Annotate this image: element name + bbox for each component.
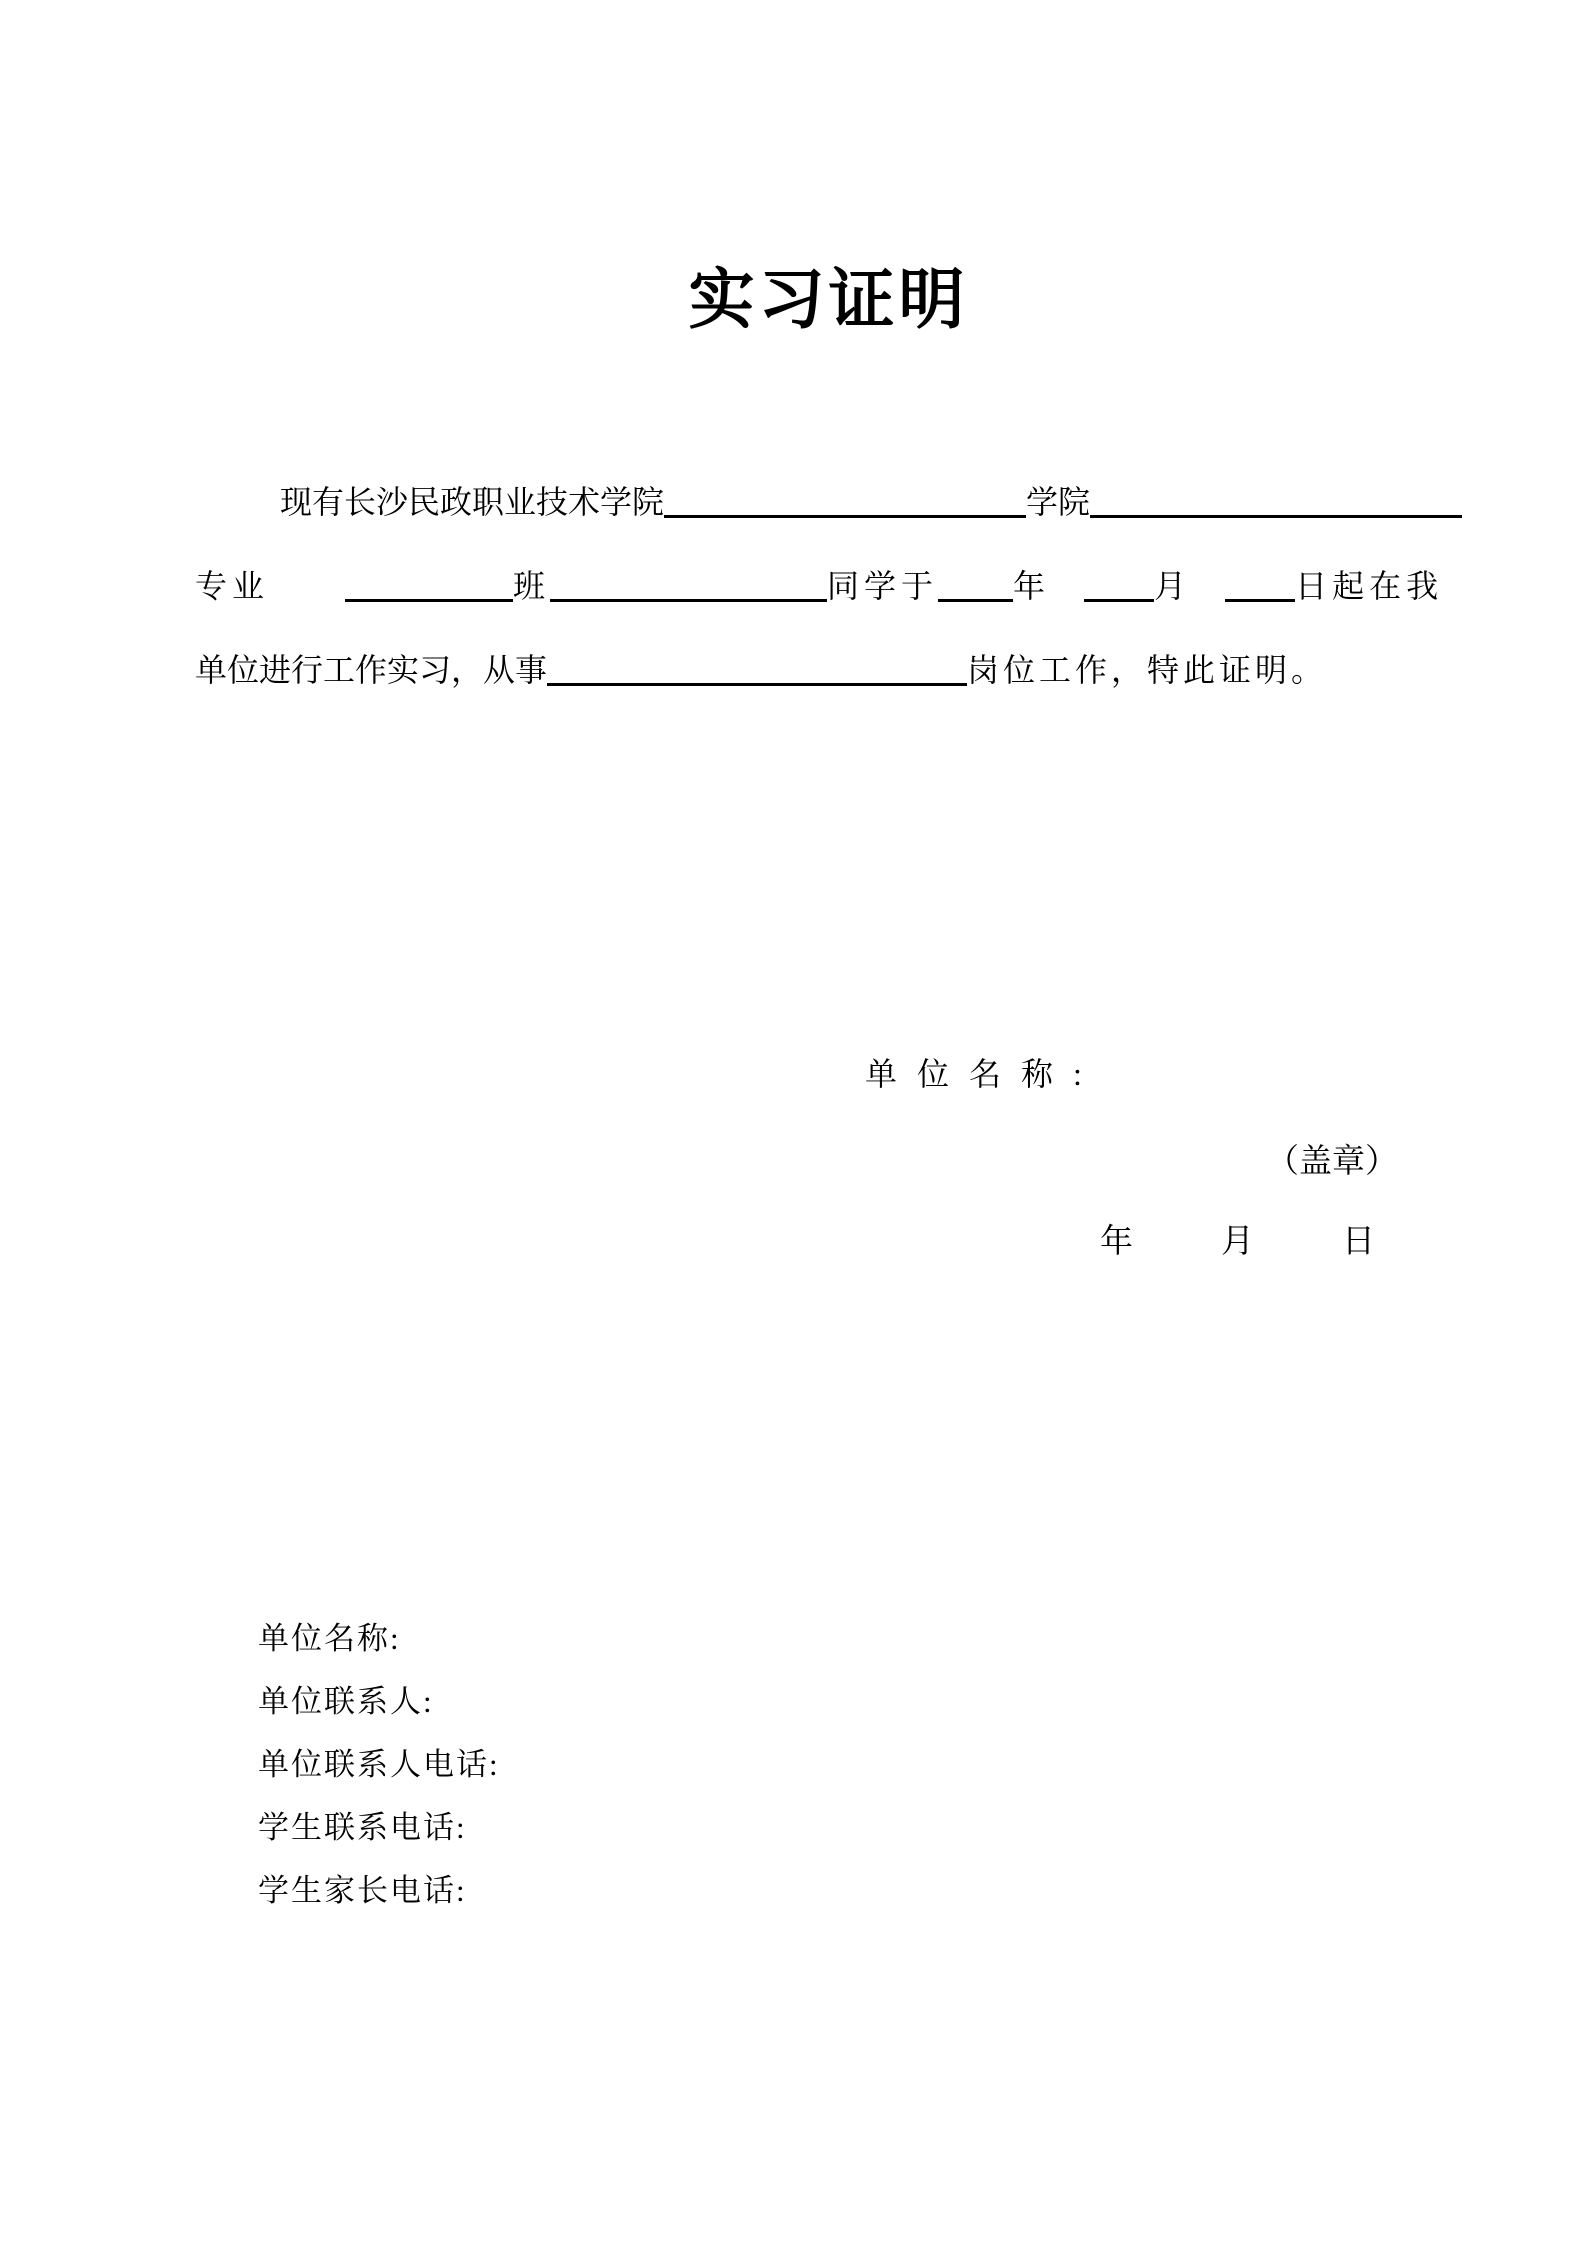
- body-text-class-suffix: 班: [513, 568, 551, 604]
- spacer: [1050, 596, 1084, 597]
- contact-unit-name-label: 单位名称:: [258, 1621, 401, 1656]
- month-label: 月: [1221, 1224, 1254, 1260]
- body-text-major-suffix: 专业: [195, 568, 270, 604]
- blank-month[interactable]: [1084, 589, 1154, 602]
- paragraph-line-2: [195, 564, 1443, 608]
- contact-unit-person-label: 单位联系人:: [258, 1684, 434, 1719]
- page-title: 实习证明: [688, 264, 969, 337]
- contact-info-block: [258, 1622, 500, 1937]
- body-text-certify: 岗位工作，特此证明。: [967, 652, 1328, 688]
- signature-date-row: [1100, 1220, 1375, 1264]
- contact-student-phone-label: 学生联系电话:: [258, 1810, 467, 1845]
- blank-college-name[interactable]: [664, 505, 1026, 518]
- blank-major-name[interactable]: [1090, 505, 1462, 518]
- day-label: 日: [1342, 1224, 1375, 1260]
- body-text-school: 现有长沙民政职业技术学院: [280, 484, 665, 520]
- paragraph-line-3: [195, 648, 1327, 692]
- blank-day[interactable]: [1225, 589, 1295, 602]
- blank-year[interactable]: [938, 589, 1013, 602]
- blank-job-position[interactable]: [547, 673, 967, 686]
- body-text-month: 月: [1154, 568, 1192, 604]
- spacer: [1191, 596, 1225, 597]
- body-text-internship: 单位进行工作实习，从事: [195, 652, 548, 688]
- seal-label: （盖章）: [1266, 1144, 1398, 1180]
- spacer: [269, 596, 345, 597]
- blank-class-number[interactable]: [345, 589, 513, 602]
- body-text-day-start: 日起在我: [1295, 568, 1444, 604]
- signature-unit-name-label: 单位名称:: [865, 1056, 1102, 1092]
- year-label: 年: [1100, 1224, 1133, 1260]
- body-text-student-on: 同学于: [827, 568, 939, 604]
- blank-student-name[interactable]: [550, 589, 827, 602]
- contact-unit-phone-label: 单位联系人电话:: [258, 1747, 500, 1782]
- body-text-college-suffix: 学院: [1026, 484, 1091, 520]
- paragraph-line-1: [195, 480, 1462, 524]
- contact-parent-phone-label: 学生家长电话:: [258, 1873, 467, 1908]
- body-text-year: 年: [1013, 568, 1051, 604]
